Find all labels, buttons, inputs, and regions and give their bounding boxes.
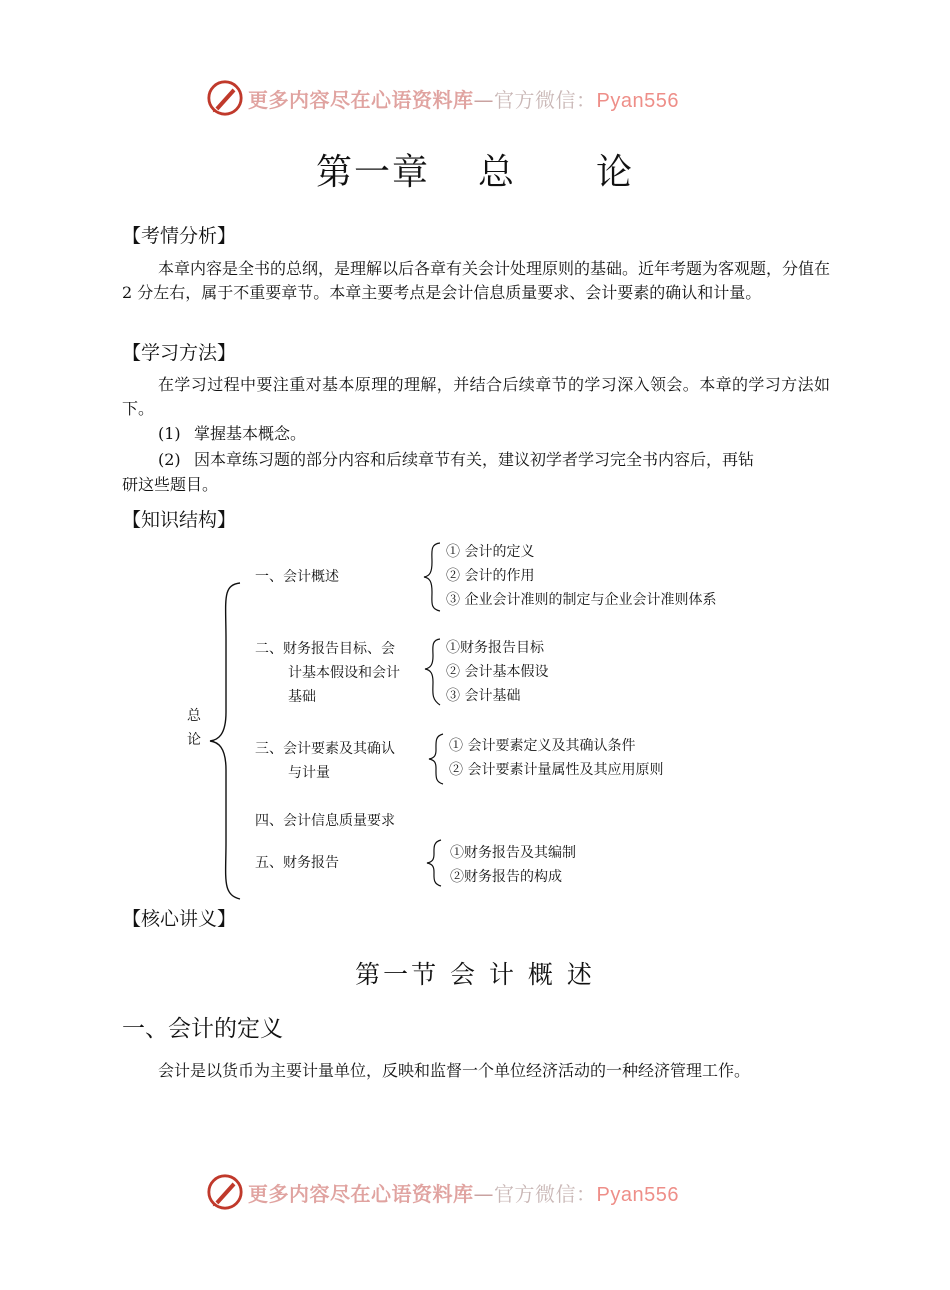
exam-analysis-body: 本章内容是全书的总纲，是理解以后各章有关会计处理原则的基础。近年考题为客观题，分值在 2 分左右，属于不重要章节。本章主要考点是会计信息质量要求、会计要素的确认和计量。 xyxy=(122,259,831,302)
branch-2-sub-3: ③ 会计基础 xyxy=(446,688,521,704)
bottom-banner xyxy=(0,1170,950,1214)
banner-text: 更多内容尽在心语资料库—官方微信：Pyan556 xyxy=(248,1181,679,1206)
branch-2-label: 二、财务报告目标、会 计基本假设和会计 基础 xyxy=(255,641,400,705)
section-title: 第一节 会 计 概 述 xyxy=(355,960,595,989)
subsection-title: 一、会计的定义 xyxy=(122,1016,283,1042)
branch-5-subs xyxy=(450,841,576,889)
pen-logo-icon xyxy=(206,79,244,117)
branch-3-label: 三、会计要素及其确认 与计量 xyxy=(255,741,395,781)
study-method-body: 在学习过程中要注重对基本原理的理解，并结合后续章节的学习深入领会。本章的学习方法如下。 xyxy=(122,375,830,418)
top-banner xyxy=(0,76,950,120)
branch-5-sub-2: ②财务报告的构成 xyxy=(450,869,562,885)
study-method-heading: 【学习方法】 xyxy=(122,342,237,364)
chapter-title: 第一章 总 论 xyxy=(315,152,635,193)
branch-2-sub-1: ①财务报告目标 xyxy=(446,640,544,656)
branch-1-sub-2: ② 会计的作用 xyxy=(446,568,535,584)
branch-5-label: 五、财务报告 xyxy=(255,855,339,871)
study-method-item-1: (1) 掌握基本概念。 xyxy=(158,424,307,443)
branch-3-sub-2: ② 会计要素计量属性及其应用原则 xyxy=(449,762,664,778)
branch-1-sub-3: ③ 企业会计准则的制定与企业会计准则体系 xyxy=(446,592,717,608)
knowledge-structure-heading: 【知识结构】 xyxy=(122,509,237,531)
branch-5-sub-1: ①财务报告及其编制 xyxy=(450,845,576,861)
branch-3-subs xyxy=(449,734,663,782)
branch-1-label: 一、会计概述 xyxy=(255,569,339,585)
branch-3-sub-1: ① 会计要素定义及其确认条件 xyxy=(449,738,636,754)
study-method-item-2-cont: 研这些题目。 xyxy=(122,475,219,494)
branch-2-sub-2: ② 会计基本假设 xyxy=(446,664,549,680)
pen-logo-icon xyxy=(206,1173,244,1211)
core-lecture-heading: 【核心讲义】 xyxy=(122,908,237,930)
branch-4-label: 四、会计信息质量要求 xyxy=(255,813,395,829)
study-method-item-2: (2) 因本章练习题的部分内容和后续章节有关，建议初学者学习完全书内容后，再钻 xyxy=(158,450,755,469)
banner-text: 更多内容尽在心语资料库—官方微信：Pyan556 xyxy=(248,87,679,112)
branch-1-subs xyxy=(446,540,716,612)
subsection-body: 会计是以货币为主要计量单位，反映和监督一个单位经济活动的一种经济管理工作。 xyxy=(158,1061,751,1080)
tree-root: 总 论 xyxy=(187,708,201,748)
exam-analysis-heading: 【考情分析】 xyxy=(122,225,237,247)
branch-1-sub-1: ① 会计的定义 xyxy=(446,544,535,560)
branch-2-subs xyxy=(446,636,548,708)
